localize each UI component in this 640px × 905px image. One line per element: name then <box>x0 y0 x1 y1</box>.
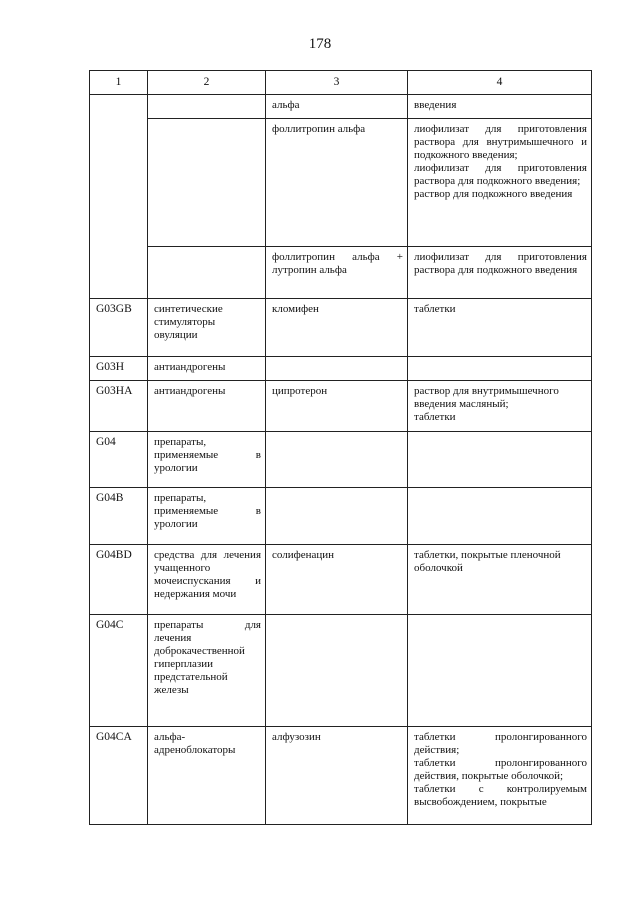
atc-code-cell: G04B <box>90 488 148 545</box>
atc-code-cell: G03GB <box>90 299 148 357</box>
atc-code-cell: G04 <box>90 432 148 488</box>
forms-cell <box>408 119 592 247</box>
atc-code-cell <box>90 95 148 299</box>
drug-cell: солифенацин <box>266 545 408 615</box>
table-row <box>90 247 592 299</box>
group-cell <box>148 119 266 247</box>
table-row <box>90 545 592 615</box>
group-cell: синтетические стимуляторы овуляции <box>148 299 266 357</box>
header-col-2: 2 <box>148 71 266 95</box>
table-row <box>90 615 592 727</box>
form-item: лиофилизат для приготовления раствора для подкожного введения; <box>414 162 587 187</box>
form-item: лиофилизат для приготовления раствора для внутримышечного и подкожного введения; <box>414 123 587 161</box>
form-item: раствор для подкожного введения <box>414 188 573 200</box>
table-row <box>90 432 592 488</box>
group-cell <box>148 95 266 119</box>
drug-cell: алфузозин <box>266 727 408 825</box>
group-cell: антиандрогены <box>148 381 266 432</box>
forms-cell <box>408 357 592 381</box>
group-cell <box>148 247 266 299</box>
forms-cell <box>408 247 592 299</box>
table-row <box>90 357 592 381</box>
forms-cell <box>408 615 592 727</box>
form-item: таблетки, покрытые пленочной оболочкой <box>414 549 561 574</box>
forms-cell <box>408 432 592 488</box>
forms-cell <box>408 488 592 545</box>
table-header-row <box>90 71 592 95</box>
drug-cell: фоллитропин альфа + лутропин альфа <box>266 247 408 299</box>
drug-cell <box>266 488 408 545</box>
atc-code-cell: G04C <box>90 615 148 727</box>
forms-cell <box>408 727 592 825</box>
form-item: раствор для внутримышечного введения масляный; <box>414 385 559 410</box>
table-row <box>90 299 592 357</box>
drug-cell <box>266 357 408 381</box>
table-row <box>90 119 592 247</box>
forms-cell <box>408 95 592 119</box>
form-item: введения <box>414 99 457 111</box>
drug-cell: кломифен <box>266 299 408 357</box>
atc-code-cell: G04CA <box>90 727 148 825</box>
form-item: таблетки <box>414 303 456 315</box>
form-item: таблетки пролонгированного действия, покрытые оболочкой; <box>414 757 587 782</box>
atc-code-cell: G03HA <box>90 381 148 432</box>
drug-cell: фоллитропин альфа <box>266 119 408 247</box>
group-cell: препараты, применяемые в урологии <box>148 488 266 545</box>
drug-table <box>89 70 592 825</box>
group-cell: альфа-адреноблокаторы <box>148 727 266 825</box>
drug-cell: ципротерон <box>266 381 408 432</box>
atc-code-cell: G04BD <box>90 545 148 615</box>
drug-cell <box>266 432 408 488</box>
forms-cell <box>408 299 592 357</box>
forms-cell <box>408 545 592 615</box>
page-number: 178 <box>308 36 332 52</box>
table-row <box>90 488 592 545</box>
forms-cell <box>408 381 592 432</box>
drug-cell: альфа <box>266 95 408 119</box>
group-cell: препараты для лечения доброкачественной гиперплазии предстательной железы <box>148 615 266 727</box>
form-item: таблетки <box>414 411 456 423</box>
header-col-3: 3 <box>266 71 408 95</box>
form-item: таблетки пролонгированного действия; <box>414 731 587 756</box>
table-row <box>90 727 592 825</box>
table-row <box>90 381 592 432</box>
drug-cell <box>266 615 408 727</box>
group-cell: препараты, применяемые в урологии <box>148 432 266 488</box>
atc-code-cell: G03H <box>90 357 148 381</box>
header-col-1: 1 <box>90 71 148 95</box>
group-cell: антиандрогены <box>148 357 266 381</box>
form-item: лиофилизат для приготовления раствора для подкожного введения <box>414 251 587 276</box>
group-cell: средства для лечения учащенного мочеиспускания и недержания мочи <box>148 545 266 615</box>
table-row <box>90 95 592 119</box>
form-item: таблетки с контролируемым высвобождением, покрытые <box>414 783 587 808</box>
header-col-4: 4 <box>408 71 592 95</box>
